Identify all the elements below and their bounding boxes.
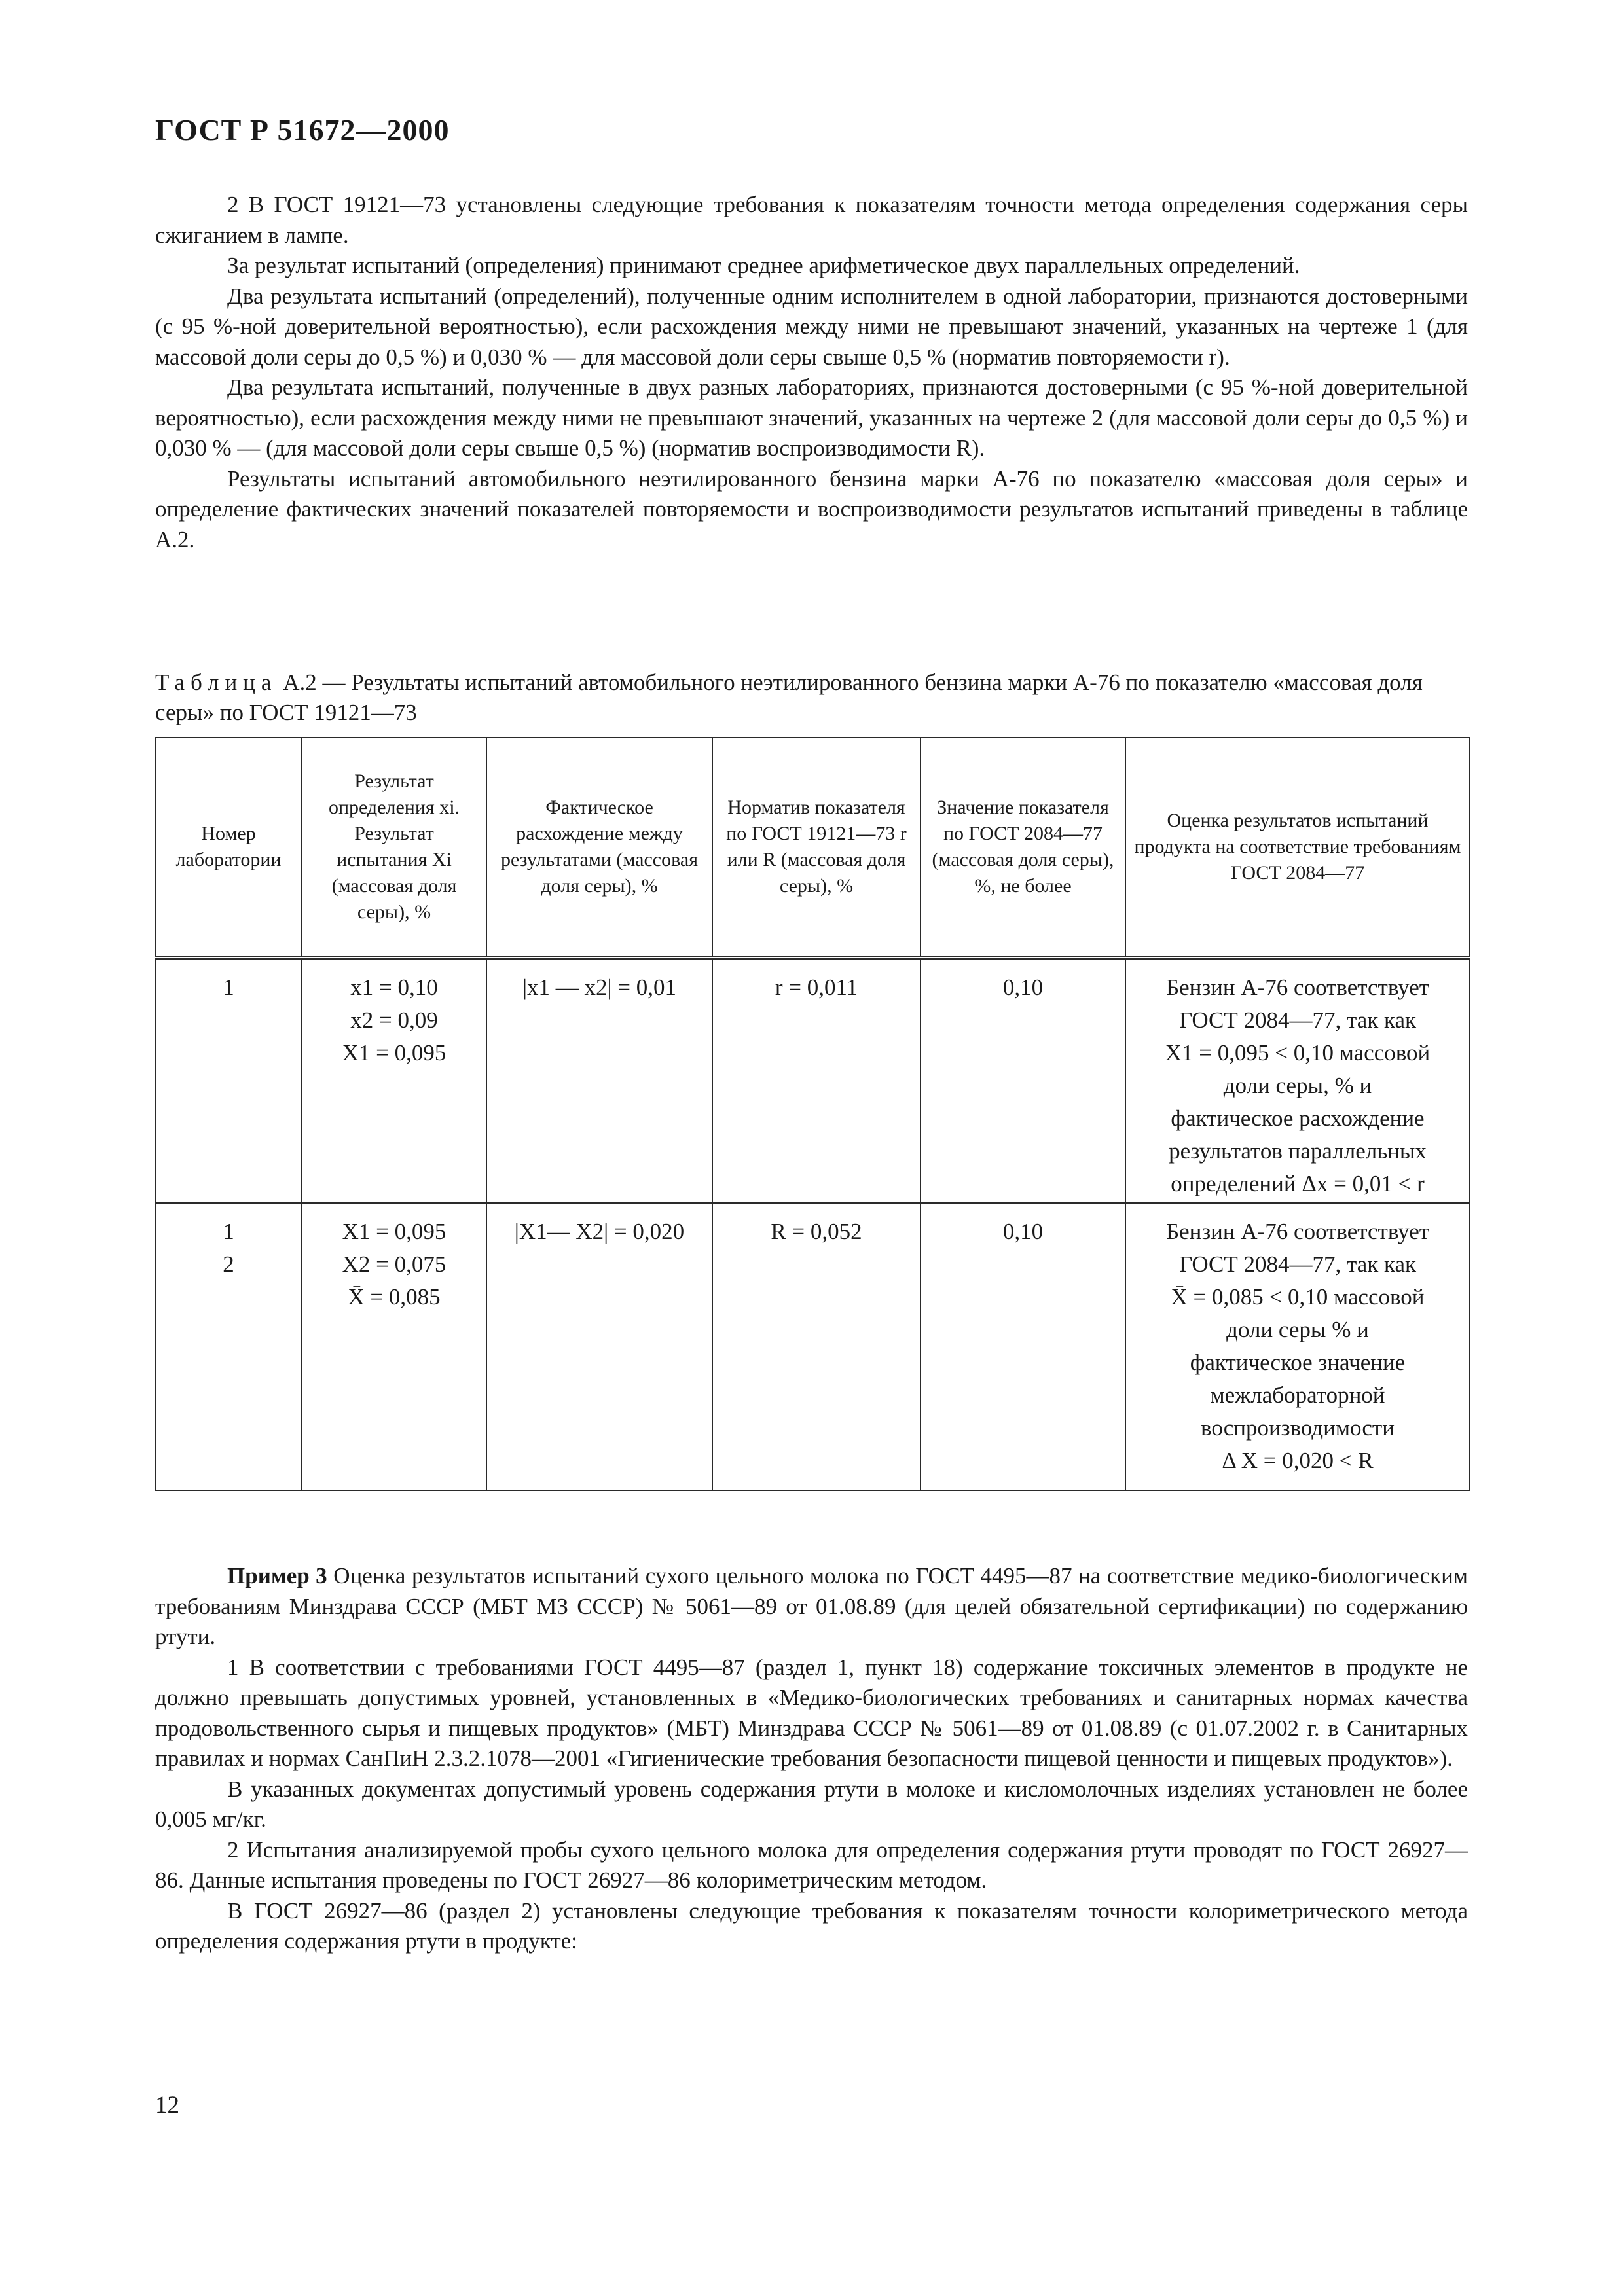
- cell-line: Бензин А-76 соответствует: [1165, 1219, 1430, 1244]
- table-caption-text: А.2 — Результаты испытаний автомобильного неэтилированного бензина марки А-76 по показателю «массовая доля серы» по ГОСТ 19121—73: [155, 670, 1423, 725]
- paragraph: В ГОСТ 26927—86 (раздел 2) установлены следующие требования к показателям точности колориметрического метода определения содержания ртути в продукте:: [155, 1897, 1468, 1954]
- header-cell: Фактическое расхождение между результатами (массовая доля серы), %: [486, 738, 712, 958]
- table-row: [155, 958, 1470, 1203]
- norm-cell: R = 0,052: [712, 1203, 921, 1490]
- cell-line: X1 = 0,095 < 0,10 массовой: [1165, 1040, 1431, 1066]
- paragraph: 2 Испытания анализируемой пробы сухого цельного молока для определения содержания ртути проводят по ГОСТ 26927—86. Данные испытания проведены по ГОСТ 26927—86 колориметрическим методом.: [155, 1837, 1468, 1893]
- results-cell: [302, 1203, 486, 1490]
- cell-line: x2 = 0,09: [350, 1007, 438, 1033]
- cell-line: 1: [223, 975, 234, 1000]
- cell-line: определений Δx = 0,01 < r: [1171, 1171, 1425, 1196]
- cell-line: Δ X = 0,020 < R: [1222, 1448, 1374, 1473]
- cell-line: ГОСТ 2084—77, так как: [1178, 1007, 1417, 1033]
- cell-line: X1 = 0,095: [342, 1219, 447, 1244]
- assessment-cell: [1125, 1203, 1470, 1490]
- cell-line: X2 = 0,075: [342, 1251, 447, 1277]
- paragraph: Два результата испытаний, полученные в двух разных лабораториях, признаются достоверными (с 95 %-ной доверительной вероятностью), если расхождения между ними не превышают значений, указанных на чертеже 2 (для массовой доли серы до 0,5 %) и 0,030 % — (для массовой доли серы свыше 0,5 %) (норматив воспроизводимости R).: [155, 374, 1468, 461]
- cell-line: X̄ = 0,085: [348, 1284, 441, 1310]
- header-cell: Норматив показателя по ГОСТ 19121—73 r или R (массовая доля серы), %: [712, 738, 921, 958]
- difference-cell: |x1 — x2| = 0,01: [486, 958, 712, 1203]
- cell-line: межлабораторной: [1210, 1382, 1385, 1408]
- header-cell: Значение показателя по ГОСТ 2084—77 (массовая доля серы), %, не более: [921, 738, 1125, 958]
- cell-line: 2: [223, 1251, 234, 1277]
- cell-line: Бензин А-76 соответствует: [1165, 975, 1430, 1000]
- limit-cell: 0,10: [921, 1203, 1125, 1490]
- example-text: Оценка результатов испытаний сухого цельного молока по ГОСТ 4495—87 на соответствие медико-биологическим требованиям Минздрава СССР (МБТ МЗ СССР) № 5061—89 от 01.08.89 (для целей обязательной сертификации) по содержанию ртути.: [155, 1563, 1468, 1649]
- top-text: [155, 190, 1468, 555]
- document-header: ГОСТ Р 51672—2000: [155, 113, 450, 147]
- norm-cell: r = 0,011: [712, 958, 921, 1203]
- example-label: Пример 3: [227, 1563, 327, 1588]
- cell-line: фактическое значение: [1190, 1350, 1406, 1375]
- cell-line: воспроизводимости: [1201, 1415, 1395, 1441]
- cell-line: X1 = 0,095: [342, 1040, 447, 1066]
- table-header-row: [155, 738, 1470, 958]
- table-caption-label: Таблица: [155, 670, 278, 695]
- paragraph: 1 В соответствии с требованиями ГОСТ 4495—87 (раздел 1, пункт 18) содержание токсичных элементов в продукте не должно превышать допустимых уровней, установленных в «Медико-биологических требованиях и санитарных нормах качества продовольственного сырья и пищевых продуктов» (МБТ) Минздрава СССР № 5061—89 от 01.08.89 (с 01.07.2002 г. в Санитарных правилах и нормах СанПиН 2.3.2.1078—2001 «Гигиенические требования безопасности пищевой ценности и пищевых продуктов»).: [155, 1654, 1468, 1771]
- lab-number-cell: [155, 1203, 302, 1490]
- table-caption: [155, 668, 1468, 728]
- cell-line: 1: [223, 1219, 234, 1244]
- cell-line: доли серы % и: [1226, 1317, 1369, 1342]
- cell-line: результатов параллельных: [1169, 1138, 1427, 1164]
- header-cell: Номер лаборатории: [155, 738, 302, 958]
- bottom-text: [155, 1561, 1468, 1957]
- example-3-paragraph: [155, 1561, 1468, 1653]
- page-number: 12: [155, 2092, 179, 2119]
- paragraph: За результат испытаний (определения) принимают среднее арифметическое двух параллельных определений.: [227, 253, 1300, 278]
- results-cell: [302, 958, 486, 1203]
- difference-cell: |X1— X2| = 0,020: [486, 1203, 712, 1490]
- cell-line: доли серы, % и: [1223, 1073, 1372, 1098]
- paragraph: Два результата испытаний (определений), полученные одним исполнителем в одной лаборатории, признаются достоверными (с 95 %-ной доверительной вероятностью), если расхождения между ними не превышают значений, указанных на чертеже 1 (для массовой доли серы до 0,5 %) и 0,030 % — для массовой доли серы свыше 0,5 % (норматив повторяемости r).: [155, 283, 1468, 370]
- cell-line: ГОСТ 2084—77, так как: [1178, 1251, 1417, 1277]
- header-cell: Оценка результатов испытаний продукта на соответствие требованиям ГОСТ 2084—77: [1125, 738, 1470, 958]
- cell-line: фактическое расхождение: [1171, 1105, 1425, 1131]
- paragraph: В указанных документах допустимый уровень содержания ртути в молоке и кисломолочных изделиях установлен не более 0,005 мг/кг.: [155, 1776, 1468, 1832]
- table-row: [155, 1203, 1470, 1490]
- lab-number-cell: [155, 958, 302, 1203]
- assessment-cell: [1125, 958, 1470, 1203]
- cell-line: x1 = 0,10: [350, 975, 438, 1000]
- results-table: [155, 737, 1470, 1491]
- cell-line: X̄ = 0,085 < 0,10 массовой: [1171, 1284, 1425, 1310]
- paragraph: 2 В ГОСТ 19121—73 установлены следующие требования к показателям точности метода определения содержания серы сжиганием в лампе.: [155, 192, 1468, 248]
- paragraph: Результаты испытаний автомобильного неэтилированного бензина марки А-76 по показателю «массовая доля серы» и определение фактических значений показателей повторяемости и воспроизводимости результатов испытаний приведены в таблице А.2.: [155, 465, 1468, 552]
- limit-cell: 0,10: [921, 958, 1125, 1203]
- header-cell: Результат определения xi. Результат испытания Xi (массовая доля серы), %: [302, 738, 486, 958]
